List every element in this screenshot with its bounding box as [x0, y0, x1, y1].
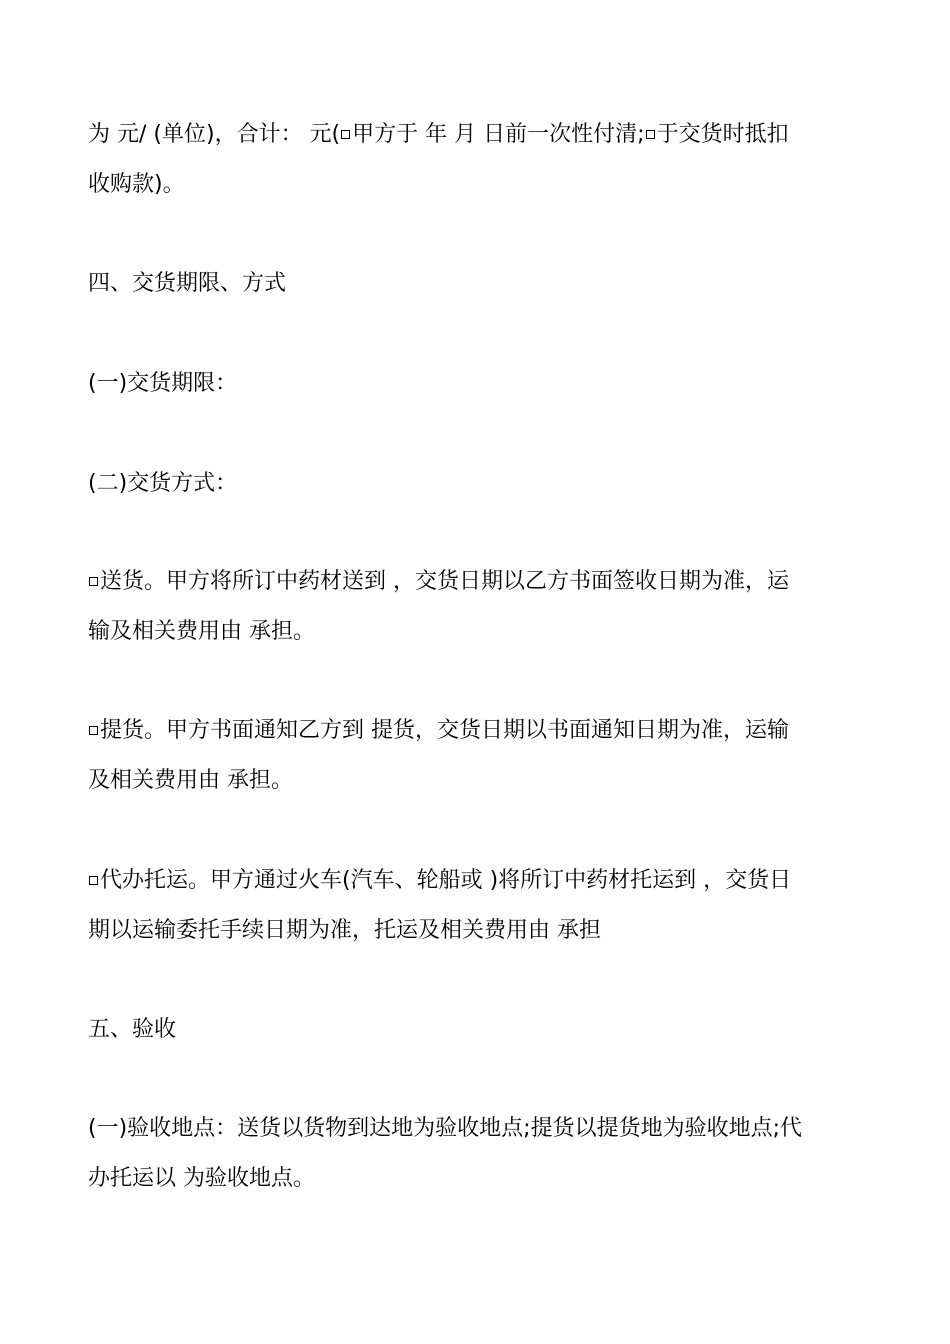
- checkbox-icon[interactable]: [646, 130, 655, 139]
- checkbox-icon[interactable]: [89, 577, 98, 586]
- delivery-term-item: (一)交货期限：: [88, 371, 238, 396]
- inspection-line-1: (一)验收地点：送货以货物到达地为验收地点;提货以提货地为验收地点;代: [88, 1116, 802, 1141]
- option-consign-line-2: 期以运输委托手续日期为准，托运及相关费用由 承担: [88, 918, 601, 943]
- payment-text-c: 于交货时抵扣: [656, 122, 789, 147]
- option-delivery-line-1: [88, 557, 864, 607]
- payment-text-a: 为 元/ (单位)，合计： 元(: [88, 122, 341, 147]
- option-consign-paragraph: [88, 856, 864, 956]
- section-4-heading: 四、交货期限、方式: [88, 271, 287, 296]
- inspection-place-paragraph: [88, 1104, 864, 1204]
- checkbox-icon[interactable]: [341, 130, 350, 139]
- checkbox-icon[interactable]: [89, 876, 98, 885]
- option-pickup-line-2: 及相关费用由 承担。: [88, 768, 293, 793]
- payment-line-2: 收购款)。: [88, 172, 185, 197]
- payment-paragraph: [88, 110, 864, 210]
- option-consign-text: 代办托运。甲方通过火车(汽车、轮船或 )将所订中药材托运到 ，交货日: [100, 868, 792, 893]
- section-5-heading: 五、验收: [88, 1017, 177, 1042]
- option-delivery-paragraph: [88, 557, 864, 657]
- option-delivery-text: 送货。甲方将所订中药材送到 ，交货日期以乙方书面签收日期为准，运: [100, 569, 789, 594]
- option-delivery-line-2: 输及相关费用由 承担。: [88, 619, 315, 644]
- option-pickup-line-1: [88, 706, 864, 756]
- delivery-method-item: (二)交货方式：: [88, 471, 238, 496]
- inspection-line-2: 办托运以 为验收地点。: [88, 1166, 315, 1191]
- checkbox-icon[interactable]: [89, 726, 98, 735]
- payment-text-b: 甲方于 年 月 日前一次性付清;: [352, 122, 645, 147]
- option-pickup-text: 提货。甲方书面通知乙方到 提货，交货日期以书面通知日期为准，运输: [100, 718, 789, 743]
- option-consign-line-1: [88, 856, 864, 906]
- option-pickup-paragraph: [88, 706, 864, 806]
- payment-line-1: [88, 110, 864, 160]
